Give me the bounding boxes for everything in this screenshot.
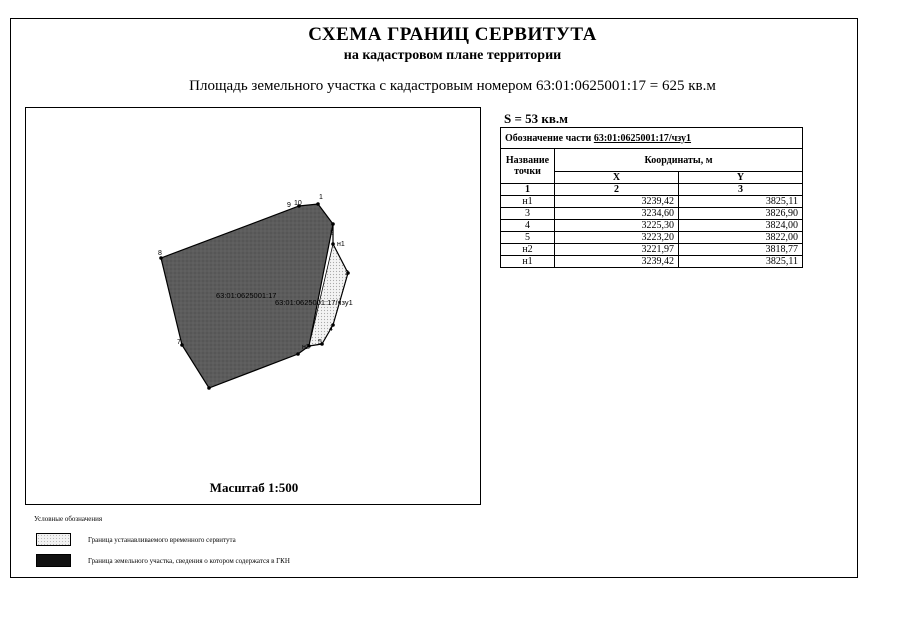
legend-servitude-swatch	[36, 533, 71, 546]
point-label-n1: н1	[337, 241, 345, 248]
table-row: н2 3221,97 3818,77	[501, 244, 803, 256]
header-point-name: Название точки	[501, 149, 555, 184]
servitude-area: S = 53 кв.м	[504, 111, 569, 126]
document-subtitle: на кадастровом плане территории	[343, 48, 562, 63]
servitude-label: 63:01:0625001:17/чзу1	[275, 298, 353, 307]
header-x: X	[555, 172, 679, 184]
map-scale: Масштаб 1:500	[209, 480, 299, 495]
table-row: н1 3239,42 3825,11	[501, 196, 803, 208]
header-coords: Координаты, м	[555, 149, 803, 172]
legend-title: Условные обозначения	[34, 515, 103, 523]
parcel-label: 63:01:0625001:17	[216, 291, 277, 300]
point-label-10: 10	[294, 200, 302, 207]
point-label-9: 9	[287, 202, 291, 209]
point-label-3: 3	[345, 270, 349, 277]
document-title: СХЕМА ГРАНИЦ СЕРВИТУТА	[308, 24, 597, 45]
point-label-5: 5	[318, 339, 322, 346]
coordinates-table	[500, 127, 803, 268]
cadastral-map	[25, 107, 481, 505]
legend-parcel-text: Граница земельного участка, сведения о котором содержатся в ГКН	[88, 557, 290, 565]
point-label-n2: н2	[302, 344, 310, 351]
header-y: Y	[678, 172, 802, 184]
table-row: 5 3223,20 3822,00	[501, 232, 803, 244]
index-2: 2	[555, 184, 679, 196]
parcel-area-line: Площадь земельного участка с кадастровым номером 63:01:0625001:17 = 625 кв.м	[189, 78, 716, 94]
index-1: 1	[501, 184, 555, 196]
index-3: 3	[678, 184, 802, 196]
point-label-2: 2	[330, 230, 334, 237]
table-row: 4 3225,30 3824,00	[501, 220, 803, 232]
designation-cell: Обозначение части 63:01:0625001:17/чзу1	[501, 128, 803, 149]
point-label-1: 1	[319, 194, 323, 201]
table-row: н1 3239,42 3825,11	[501, 256, 803, 268]
map-drawing	[26, 108, 482, 506]
designation-id: 63:01:0625001:17/чзу1	[593, 132, 692, 144]
point-label-4: 4	[329, 326, 333, 333]
legend-servitude-text: Граница устанавливаемого временного сервитута	[88, 536, 236, 544]
point-label-8: 8	[158, 250, 162, 257]
point-label-7: 7	[177, 339, 181, 346]
table-row: 3 3234,60 3826,90	[501, 208, 803, 220]
legend-parcel-swatch	[36, 554, 71, 567]
